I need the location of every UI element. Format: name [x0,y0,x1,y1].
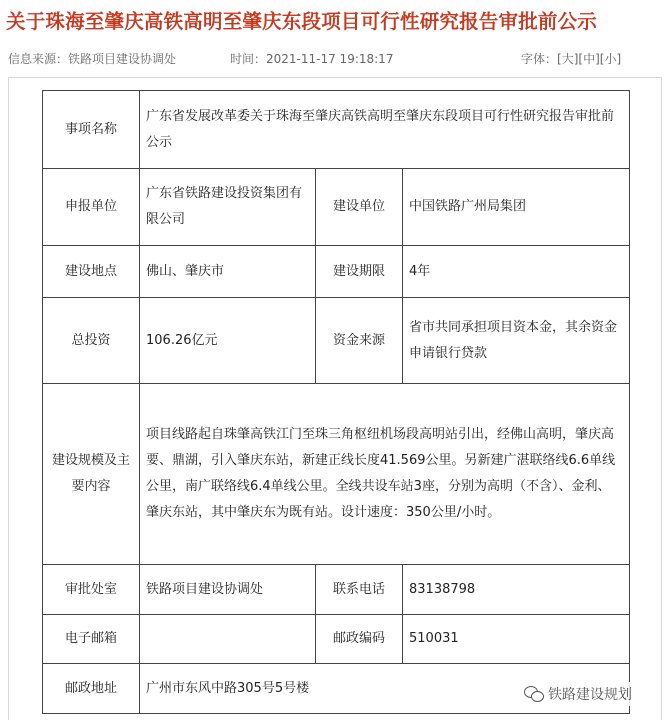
address-value: 广州市东风中路305号5号楼 [140,664,630,714]
investment-label: 总投资 [43,298,140,384]
phone-value: 83138798 [403,565,630,615]
table-row [43,384,630,565]
email-value [140,615,316,664]
font-medium-link[interactable]: [中] [578,52,600,66]
location-label: 建设地点 [43,246,140,298]
applicant-value: 广东省铁路建设投资集团有限公司 [140,169,316,246]
office-label: 审批处室 [43,565,140,615]
table-row [43,169,630,246]
scale-value: 项目线路起自珠肇高铁江门至珠三角枢纽机场段高明站引出，经佛山高明，肇庆高要、鼎湖，引入肇庆东站，新建正线长度41.569公里。另新建广湛联络线6.6单线公里，南广联络线6.4单线公里。全线共设车站3座，分别为高明（不含）、金利、肇庆东站，其中肇庆东为既有站。设计速度：350公里/小时。 [140,384,630,565]
address-label: 邮政地址 [43,664,140,714]
phone-label: 联系电话 [316,565,403,615]
postcode-value: 510031 [403,615,630,664]
period-value: 4年 [403,246,630,298]
font-small-link[interactable]: [小] [599,52,622,66]
builder-label: 建设单位 [316,169,403,246]
font-size-switcher [521,50,621,67]
funding-label: 资金来源 [316,298,403,384]
period-label: 建设期限 [316,246,403,298]
page-title: 关于珠海至肇庆高铁高明至肇庆东段项目可行性研究报告审批前公示 [6,10,598,33]
item-name-label: 事项名称 [43,91,140,169]
source-label: 信息来源：铁路项目建设协调处 [8,52,177,66]
table-row [43,298,630,384]
table-row [43,246,630,298]
publish-time: 时间：2021-11-17 19:18:17 [230,52,394,66]
email-label: 电子邮箱 [43,615,140,664]
watermark-text: 铁路建设规划 [548,687,632,703]
content-frame [8,77,662,720]
investment-value: 106.26亿元 [140,298,316,384]
scale-label: 建设规模及主要内容 [43,384,140,565]
table-row [43,91,630,169]
builder-value: 中国铁路广州局集团 [403,169,630,246]
font-size-label: 字体： [521,52,558,66]
font-large-link[interactable]: [大] [557,52,579,66]
approval-table [42,90,630,714]
watermark [520,682,636,706]
wechat-icon [524,686,544,702]
table-row [43,565,630,615]
office-value: 铁路项目建设协调处 [140,565,316,615]
applicant-label: 申报单位 [43,169,140,246]
item-name-value: 广东省发展改革委关于珠海至肇庆高铁高明至肇庆东段项目可行性研究报告审批前公示 [140,91,630,169]
table-row [43,615,630,664]
postcode-label: 邮政编码 [316,615,403,664]
funding-value: 省市共同承担项目资本金，其余资金申请银行贷款 [403,298,630,384]
location-value: 佛山、肇庆市 [140,246,316,298]
